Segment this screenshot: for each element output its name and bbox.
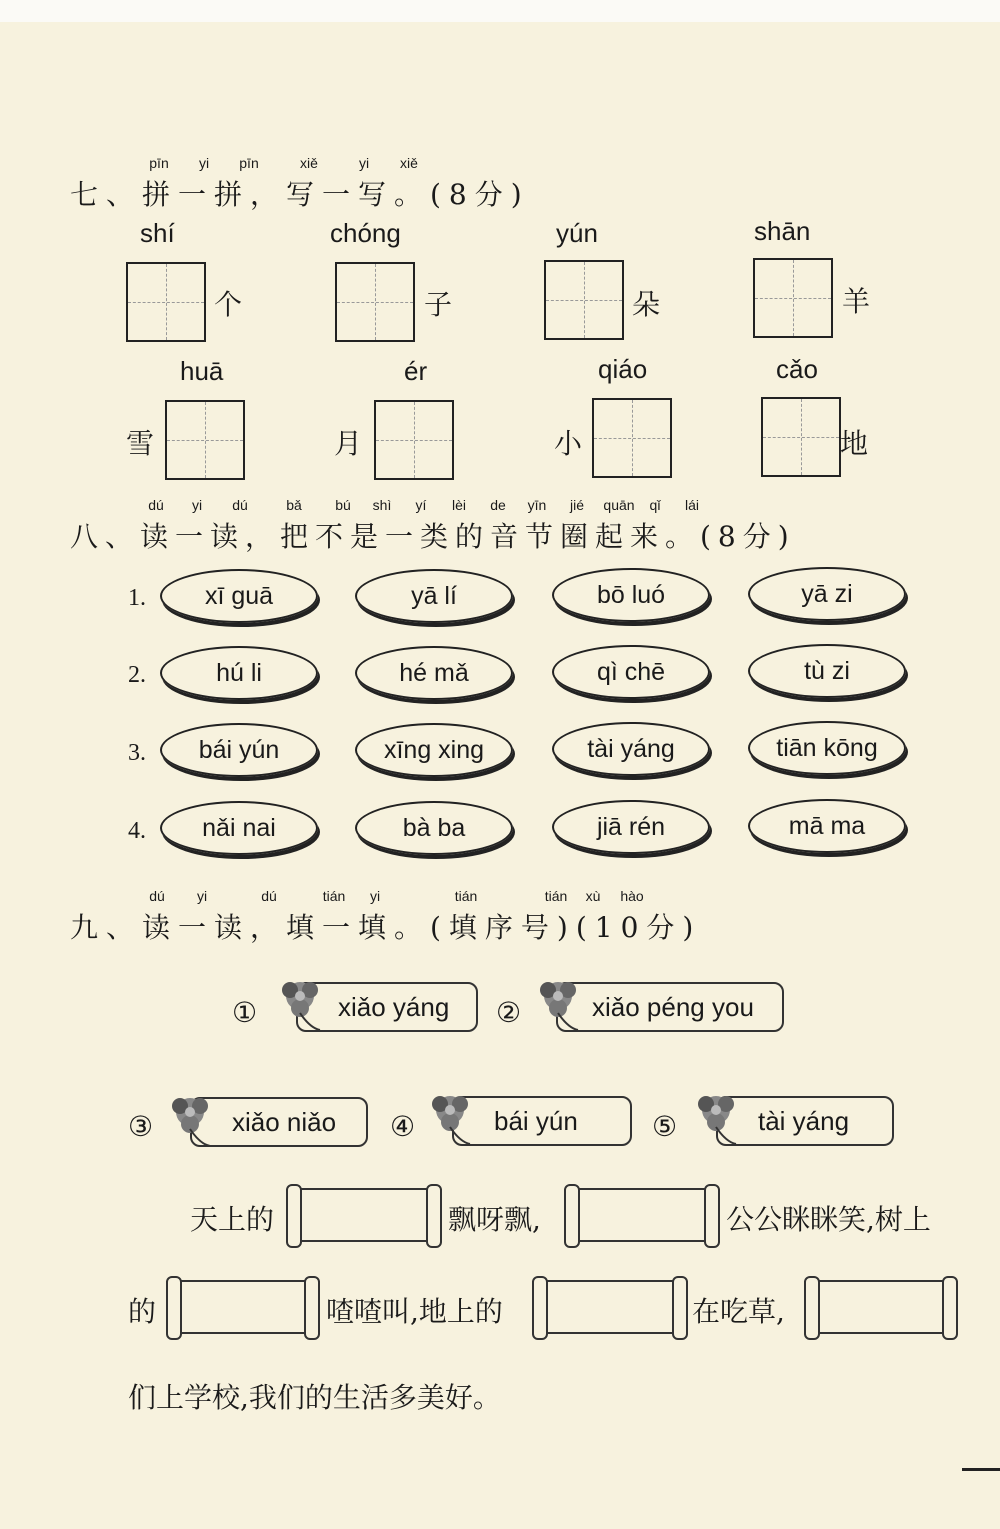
q7-write-box-1[interactable] (126, 262, 206, 342)
q8-heading-pinyin: dú yi dú bǎ bú shì yí lèi de yīn jié quān qǐ lái (148, 497, 699, 513)
q8-row-number: 3. (128, 740, 146, 766)
q8-syllable-option[interactable]: tài yáng (552, 722, 710, 776)
q7-heading-pinyin: pīn yi pīn xiě yi xiě (149, 155, 418, 171)
flower-icon (420, 1082, 480, 1152)
q8-syllable-option[interactable]: yā lí (355, 569, 513, 623)
q8-syllable-option[interactable]: qì chē (552, 645, 710, 699)
q8-syllable-option[interactable]: hé mǎ (355, 646, 513, 700)
q9-heading-pinyin: dú yi dú tián yi tián tián xù hào (149, 888, 644, 904)
word-card: tài yáng (716, 1096, 894, 1146)
q8-syllable-option[interactable]: mā ma (748, 799, 906, 853)
q8-syllable-option[interactable]: bō luó (552, 568, 710, 622)
q7-pinyin-6: ér (404, 356, 428, 386)
word-card: bái yún (452, 1096, 632, 1146)
q7-write-box-5[interactable] (165, 400, 245, 480)
q8-syllable-option[interactable]: nǎi nai (160, 801, 318, 855)
answer-blank-4[interactable] (538, 1280, 682, 1334)
option-number: ① (232, 996, 258, 1029)
flower-icon (686, 1082, 746, 1152)
q8-syllable-option[interactable]: tiān kōng (748, 721, 906, 775)
option-number: ⑤ (652, 1110, 678, 1143)
q7-pinyin-7: qiáo (598, 354, 648, 384)
answer-blank-2[interactable] (570, 1188, 714, 1242)
q7-pinyin-2: chóng (330, 218, 401, 248)
q8-syllable-option[interactable]: tù zi (748, 644, 906, 698)
q8-heading (70, 497, 796, 553)
option-number: ④ (390, 1110, 416, 1143)
option-number: ③ (128, 1110, 154, 1143)
sentence-text: 的 (128, 1295, 157, 1328)
answer-blank-3[interactable] (172, 1280, 314, 1334)
flower-icon (270, 968, 330, 1038)
flower-icon (160, 1084, 220, 1154)
sentence-text: 天上的 (190, 1203, 275, 1236)
q7-write-box-8[interactable] (761, 397, 841, 477)
option-number: ② (496, 996, 522, 1029)
answer-blank-5[interactable] (810, 1280, 952, 1334)
q7-pinyin-8: cǎo (776, 354, 818, 384)
q7-char-6: 月 (334, 427, 363, 460)
sentence-text: 们上学校,我们的生活多美好。 (128, 1381, 501, 1414)
q8-syllable-option[interactable]: bái yún (160, 723, 318, 777)
answer-blank-1[interactable] (292, 1188, 436, 1242)
q7-char-3: 朵 (632, 288, 661, 321)
q7-heading (70, 155, 530, 211)
q8-row-number: 1. (128, 585, 146, 611)
q7-pinyin-5: huā (180, 356, 224, 386)
q7-write-box-3[interactable] (544, 260, 624, 340)
q7-char-8: 地 (840, 427, 869, 460)
q8-syllable-option[interactable]: xīng xing (355, 723, 513, 777)
sentence-text: 喳喳叫,地上的 (326, 1295, 503, 1328)
q8-row-number: 4. (128, 818, 146, 844)
q9-heading-text: 九、读一读，填一填。(填序号)(10分) (70, 911, 702, 944)
q7-write-box-4[interactable] (753, 258, 833, 338)
q7-char-7: 小 (554, 427, 583, 460)
q8-syllable-option[interactable]: bà ba (355, 801, 513, 855)
top-margin (0, 0, 1000, 22)
word-card: xiǎo yáng (296, 982, 478, 1032)
q7-char-4: 羊 (842, 285, 871, 318)
q8-syllable-option[interactable]: jiā rén (552, 800, 710, 854)
q8-syllable-option[interactable]: yā zi (748, 567, 906, 621)
word-card: xiǎo péng you (556, 982, 784, 1032)
q7-heading-text: 七、拼一拼，写一写。(8分) (70, 178, 530, 211)
sentence-text: 在吃草, (692, 1295, 785, 1328)
q7-write-box-2[interactable] (335, 262, 415, 342)
flower-icon (528, 968, 588, 1038)
q7-pinyin-4: shān (754, 216, 811, 246)
q7-write-box-7[interactable] (592, 398, 672, 478)
q9-heading (70, 888, 702, 944)
sentence-text: 飘呀飘, (448, 1203, 541, 1236)
page-edge-mark (962, 1468, 1000, 1471)
q8-syllable-option[interactable]: hú li (160, 646, 318, 700)
q7-char-2: 子 (424, 288, 453, 321)
word-card: xiǎo niǎo (190, 1097, 368, 1147)
q8-heading-text: 八、读一读，把不是一类的音节圈起来。(8分) (70, 520, 796, 553)
q7-pinyin-1: shí (140, 218, 175, 248)
q7-char-1: 个 (214, 288, 243, 321)
q7-pinyin-3: yún (556, 218, 598, 248)
q7-char-5: 雪 (126, 427, 155, 460)
q8-syllable-option[interactable]: xī guā (160, 569, 318, 623)
q8-row-number: 2. (128, 662, 146, 688)
q7-write-box-6[interactable] (374, 400, 454, 480)
sentence-text: 公公眯眯笑,树上 (726, 1203, 931, 1236)
